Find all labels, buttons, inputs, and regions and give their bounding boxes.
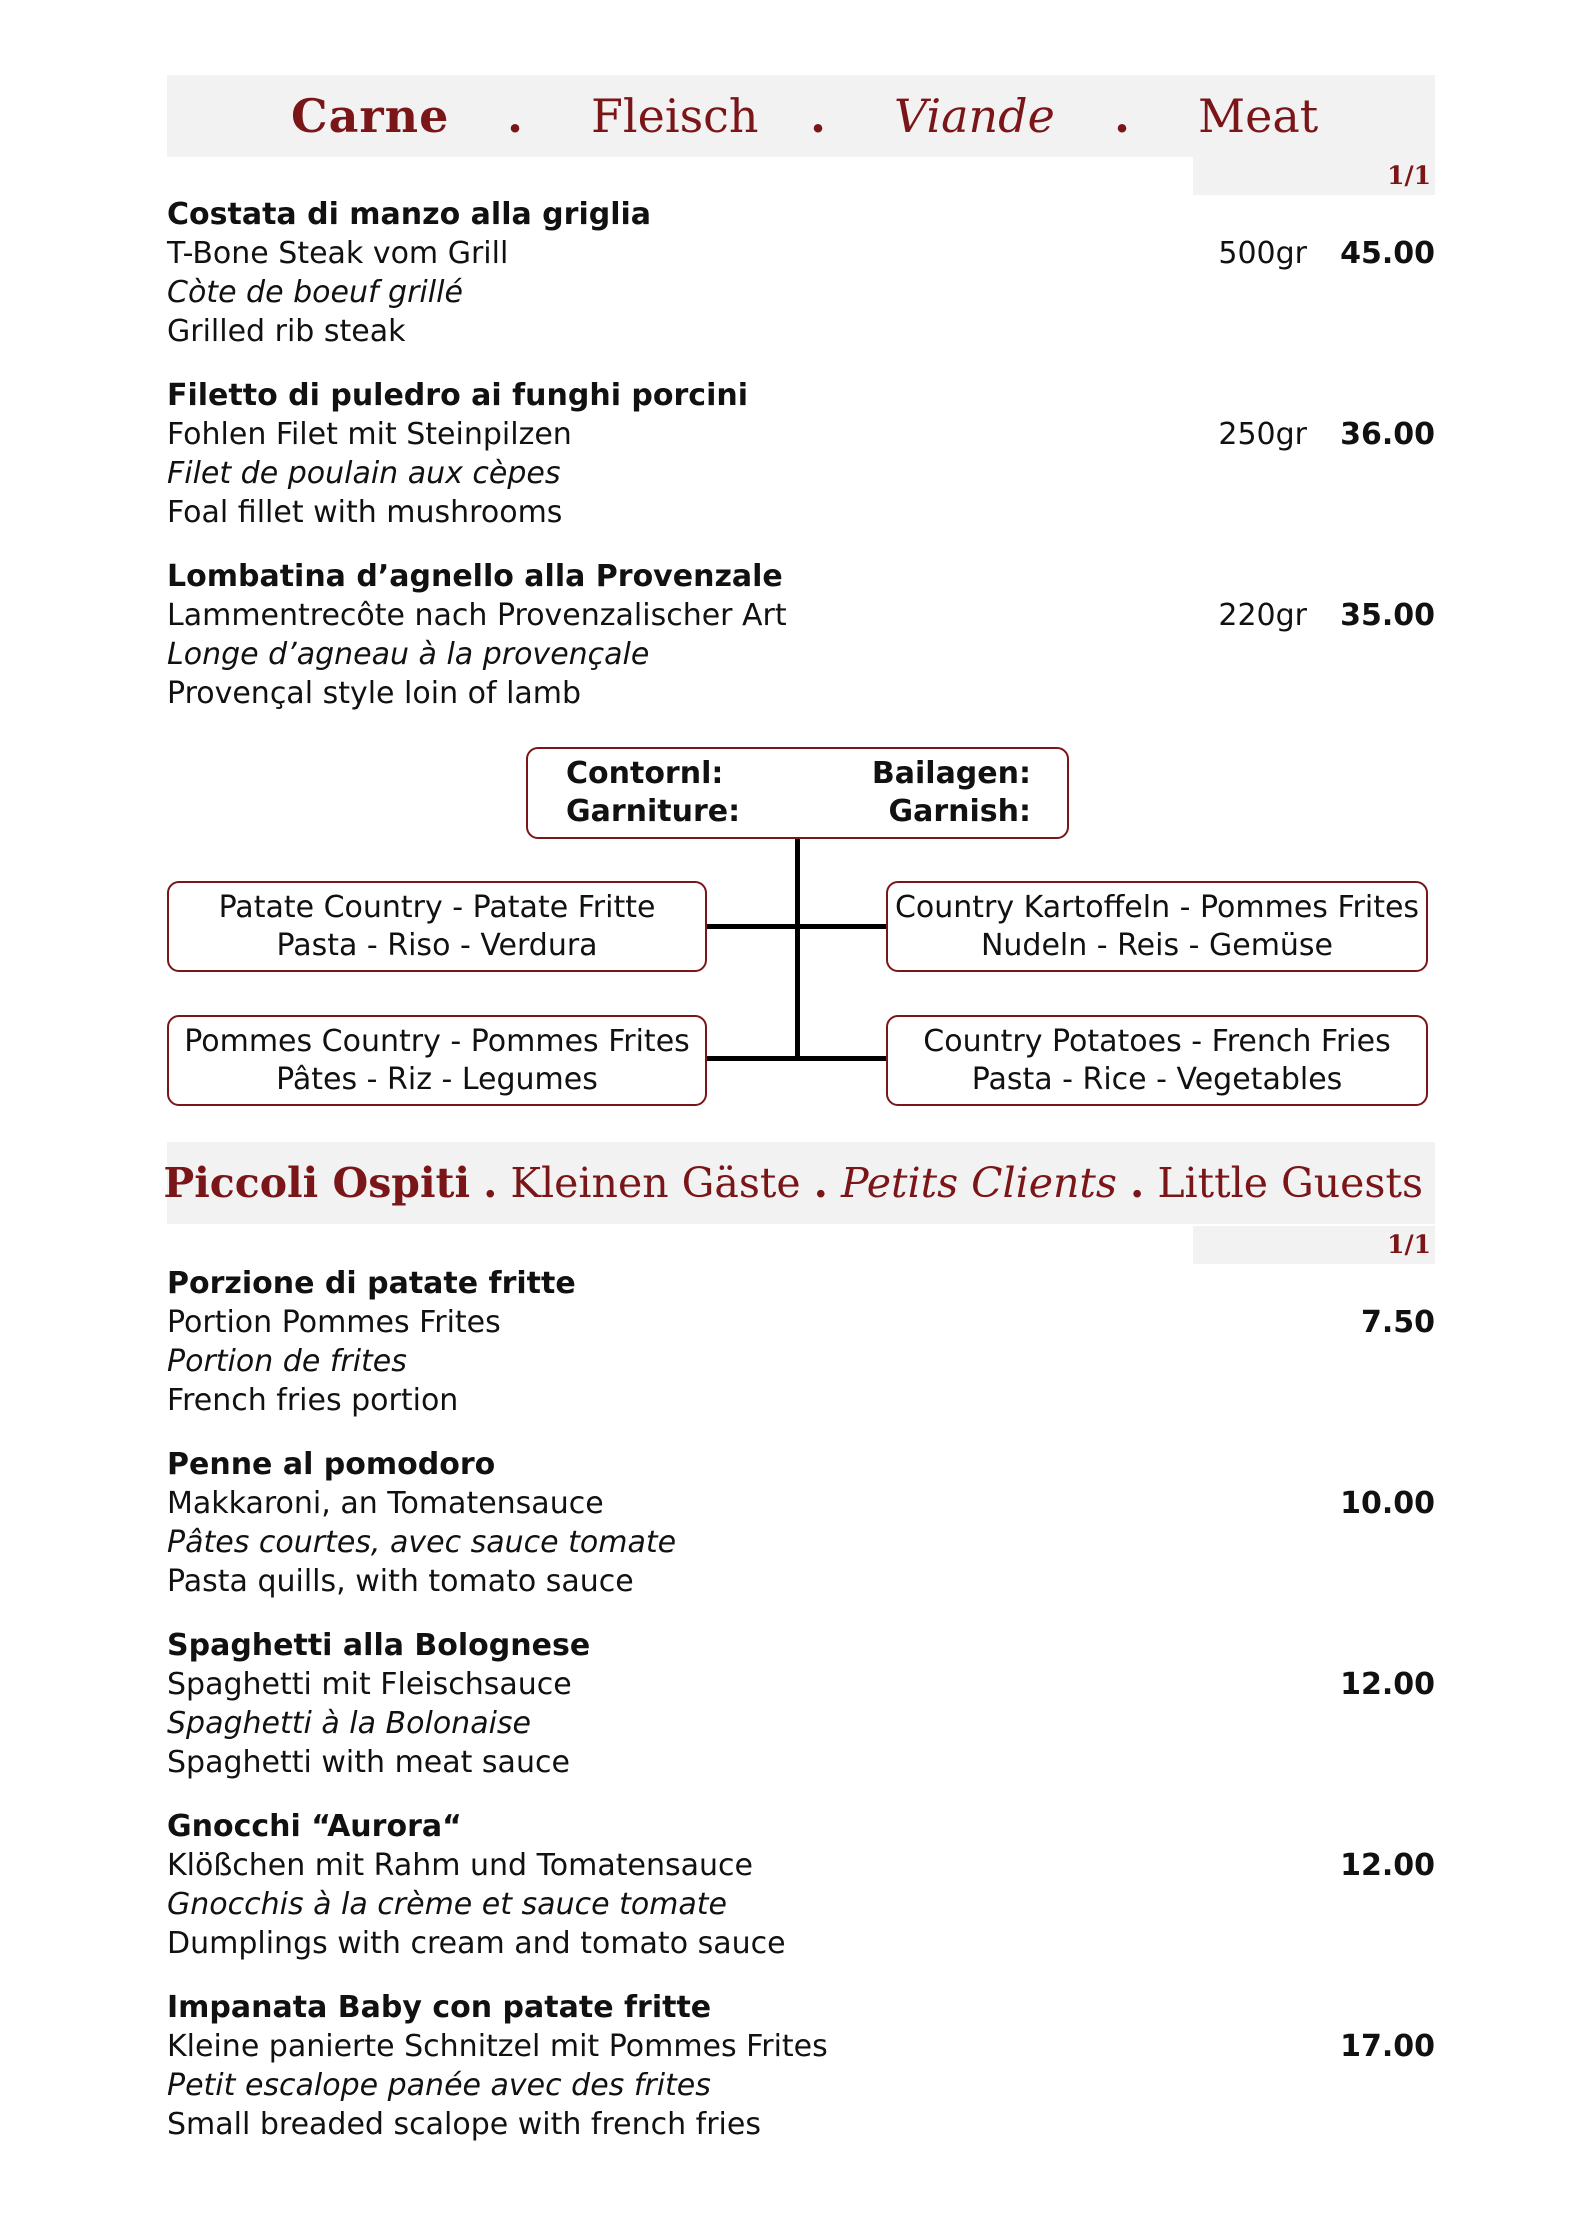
kids-title-dot-1: .: [483, 1159, 498, 1207]
item-name: Lombatina d’agnello alla Provenzale: [167, 559, 783, 594]
item-name: Costata di manzo alla griglia: [167, 197, 652, 232]
sides-italian-box: [167, 881, 707, 972]
sides-label-italian: Contornl:: [566, 756, 724, 791]
item-german: Kleine panierte Schnitzel mit Pommes Frites: [167, 2029, 828, 2064]
meat-item: [167, 195, 1435, 351]
connector-upper-horizontal: [705, 924, 888, 929]
item-french: Petit escalope panée avec des frites: [167, 2068, 711, 2103]
kids-title-english: Little Guests: [1157, 1159, 1423, 1207]
sides-header-box: [526, 747, 1069, 839]
sides-label-english: Garnish:: [888, 794, 1031, 829]
item-english: Small breaded scalope with french fries: [167, 2107, 761, 2142]
item-name: Gnocchi “Aurora“: [167, 1809, 462, 1844]
item-weight: 250gr: [1218, 417, 1307, 452]
sides-german-line-1: Country Kartoffeln - Pommes Frites: [894, 890, 1420, 925]
item-french: Portion de frites: [167, 1344, 407, 1379]
kids-item: [167, 1988, 1435, 2144]
item-english: Pasta quills, with tomato sauce: [167, 1564, 634, 1599]
item-name: Penne al pomodoro: [167, 1447, 496, 1482]
item-price: 10.00: [1340, 1486, 1435, 1521]
meat-title-dot-1: .: [507, 89, 524, 143]
meat-title-dot-3: .: [1114, 89, 1131, 143]
kids-section-header: [163, 1142, 1435, 1224]
kids-title-german: Kleinen Gäste: [510, 1159, 801, 1207]
sides-italian-line-1: Patate Country - Patate Fritte: [218, 890, 656, 925]
kids-title: [163, 1159, 1423, 1207]
kids-item: [167, 1626, 1435, 1782]
sides-french-line-1: Pommes Country - Pommes Frites: [184, 1024, 690, 1059]
meat-title-meat: Meat: [1198, 89, 1319, 143]
connector-lower-horizontal: [705, 1056, 888, 1061]
item-french: Filet de poulain aux cèpes: [167, 456, 561, 491]
meat-section-header: [167, 75, 1435, 157]
meat-title-dot-2: .: [810, 89, 827, 143]
kids-item: [167, 1807, 1435, 1963]
item-german: Spaghetti mit Fleischsauce: [167, 1667, 572, 1702]
item-name: Spaghetti alla Bolognese: [167, 1628, 591, 1663]
item-german: Klößchen mit Rahm und Tomatensauce: [167, 1848, 753, 1883]
item-german: T-Bone Steak vom Grill: [167, 236, 509, 271]
item-price: 12.00: [1340, 1667, 1435, 1702]
item-german: Makkaroni, an Tomatensauce: [167, 1486, 604, 1521]
item-french: Longe d’agneau à la provençale: [167, 637, 650, 672]
sides-french-box: [167, 1015, 707, 1106]
kids-title-dot-2: .: [813, 1159, 828, 1207]
item-price: 17.00: [1340, 2029, 1435, 2064]
item-weight: 220gr: [1218, 598, 1307, 633]
item-name: Filetto di puledro ai funghi porcini: [167, 378, 749, 413]
sides-english-line-1: Country Potatoes - French Fries: [923, 1024, 1391, 1059]
sides-german-box: [886, 881, 1428, 972]
item-price: 45.00: [1340, 236, 1435, 271]
item-german: Lammentrecôte nach Provenzalischer Art: [167, 598, 787, 633]
item-price: 7.50: [1360, 1305, 1435, 1340]
item-french: Pâtes courtes, avec sauce tomate: [167, 1525, 677, 1560]
kids-item: [167, 1445, 1435, 1601]
item-english: Foal fillet with mushrooms: [167, 495, 563, 530]
sides-label-french: Garniture:: [566, 794, 741, 829]
meat-unit-label: 1/1: [1193, 157, 1435, 195]
item-english: Grilled rib steak: [167, 314, 406, 349]
kids-unit-label: 1/1: [1193, 1226, 1435, 1264]
meat-title-carne: Carne: [291, 89, 450, 143]
item-price: 36.00: [1340, 417, 1435, 452]
sides-french-line-2: Pâtes - Riz - Legumes: [276, 1062, 598, 1097]
item-french: Spaghetti à la Bolonaise: [167, 1706, 531, 1741]
item-french: Còte de boeuf grillé: [167, 275, 463, 310]
item-german: Fohlen Filet mit Steinpilzen: [167, 417, 572, 452]
item-price: 12.00: [1340, 1848, 1435, 1883]
connector-vertical: [795, 838, 800, 1060]
sides-german-line-2: Nudeln - Reis - Gemüse: [980, 928, 1334, 963]
meat-title-viande: Viande: [894, 89, 1055, 143]
item-english: Dumplings with cream and tomato sauce: [167, 1926, 786, 1961]
meat-item: [167, 557, 1435, 713]
kids-title-french: Petits Clients: [841, 1159, 1117, 1207]
item-english: Provençal style loin of lamb: [167, 676, 582, 711]
item-weight: 500gr: [1218, 236, 1307, 271]
item-name: Porzione di patate fritte: [167, 1266, 576, 1301]
item-english: French fries portion: [167, 1383, 459, 1418]
item-german: Portion Pommes Frites: [167, 1305, 501, 1340]
sides-english-line-2: Pasta - Rice - Vegetables: [971, 1062, 1343, 1097]
meat-title-fleisch: Fleisch: [591, 89, 759, 143]
sides-label-german: Bailagen:: [871, 756, 1031, 791]
meat-item: [167, 376, 1435, 532]
kids-item: [167, 1264, 1435, 1420]
kids-title-dot-3: .: [1129, 1159, 1145, 1207]
item-french: Gnocchis à la crème et sauce tomate: [167, 1887, 728, 1922]
sides-italian-line-2: Pasta - Riso - Verdura: [276, 928, 598, 963]
item-price: 35.00: [1340, 598, 1435, 633]
item-english: Spaghetti with meat sauce: [167, 1745, 570, 1780]
item-name: Impanata Baby con patate fritte: [167, 1990, 712, 2025]
sides-english-box: [886, 1015, 1428, 1106]
kids-title-italian: Piccoli Ospiti: [163, 1159, 471, 1207]
